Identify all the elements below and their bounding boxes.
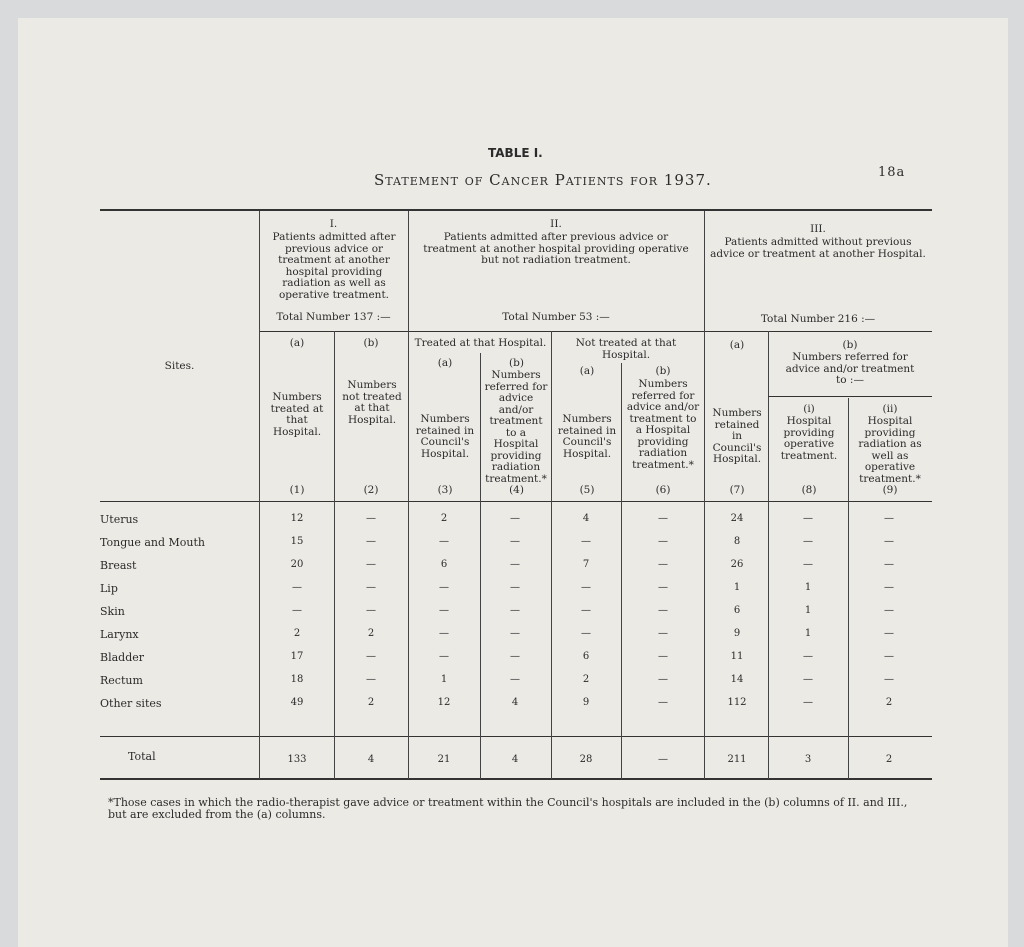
cell-col-7: 14 xyxy=(730,674,744,685)
total-cell-col-1: 133 xyxy=(287,754,307,765)
col-iii-ii-label: (ii) xyxy=(882,403,898,415)
group-ii-total: Total Number 53 :— xyxy=(502,311,610,323)
cell-col-5: 7 xyxy=(582,559,590,570)
document-page xyxy=(18,18,1008,947)
row-site-label: Larynx xyxy=(100,628,139,641)
cell-col-3: 12 xyxy=(437,697,451,708)
cell-col-4: — xyxy=(510,651,520,662)
total-cell-col-2: 4 xyxy=(367,754,375,765)
cell-col-4: — xyxy=(510,674,520,685)
cell-col-3: — xyxy=(439,628,449,639)
cell-col-3: 2 xyxy=(440,513,448,524)
group-header-rule xyxy=(259,331,932,332)
col-5-desc: Numbers retained in Council's Hospital. xyxy=(557,413,617,460)
col-number-5: (5) xyxy=(579,484,595,496)
col-ii-1-b-label: (b) xyxy=(509,357,524,369)
col-ii-2-b-label: (b) xyxy=(655,365,671,377)
cell-col-1: 18 xyxy=(290,674,304,685)
cell-col-4: — xyxy=(510,513,520,524)
total-cell-col-8: 3 xyxy=(804,754,812,765)
cell-col-6: — xyxy=(658,651,668,662)
cell-col-6: — xyxy=(658,582,668,593)
cell-col-3: 1 xyxy=(440,674,448,685)
table-label: TABLE I. xyxy=(488,146,543,160)
cell-col-8: — xyxy=(803,559,813,570)
table-top-rule xyxy=(100,209,932,211)
col-rule xyxy=(848,398,849,779)
row-site-label: Rectum xyxy=(100,674,143,687)
cell-col-2: 2 xyxy=(367,697,375,708)
cell-col-9: — xyxy=(884,605,894,616)
cell-col-1: 2 xyxy=(293,628,301,639)
col-i-b-desc: Numbers not treated at that Hospital. xyxy=(342,379,402,426)
cell-col-3: — xyxy=(439,605,449,616)
col-rule xyxy=(408,211,409,779)
row-site-label: Skin xyxy=(100,605,125,618)
group-iii-desc: Patients admitted without previous advice or treatment at another Hospital. xyxy=(710,236,926,260)
cell-col-2: — xyxy=(366,605,376,616)
cell-col-8: — xyxy=(803,536,813,547)
col-rule xyxy=(768,331,769,779)
group-i-numeral: I. xyxy=(329,218,338,230)
sites-header: Sites. xyxy=(164,360,195,372)
cell-col-3: — xyxy=(439,582,449,593)
cell-col-4: — xyxy=(510,628,520,639)
col-rule xyxy=(480,353,481,779)
header-bottom-rule xyxy=(100,501,932,502)
cell-col-1: 20 xyxy=(290,559,304,570)
col-ii-1-a-label: (a) xyxy=(437,357,453,369)
col-i-b-label: (b) xyxy=(363,337,379,349)
cell-col-8: 1 xyxy=(804,605,812,616)
group-iii-numeral: III. xyxy=(810,223,826,235)
col-number-4: (4) xyxy=(509,484,524,496)
cell-col-5: — xyxy=(581,628,591,639)
cell-col-7: 9 xyxy=(733,628,741,639)
cell-col-2: — xyxy=(366,582,376,593)
cell-col-7: 112 xyxy=(727,697,747,708)
col-4-desc: Numbers referred for advice and/or treatment to a Hospital providing radiation treatment.* xyxy=(484,369,548,485)
cell-col-9: 2 xyxy=(885,697,893,708)
cell-col-9: — xyxy=(884,559,894,570)
col-3-desc: Numbers retained in Council's Hospital. xyxy=(415,413,475,460)
cell-col-2: — xyxy=(366,513,376,524)
cell-col-2: — xyxy=(366,536,376,547)
cell-col-3: — xyxy=(439,536,449,547)
cell-col-8: 1 xyxy=(804,628,812,639)
cell-col-1: 49 xyxy=(290,697,304,708)
cell-col-4: 4 xyxy=(511,697,519,708)
group-ii-numeral: II. xyxy=(550,218,562,230)
col-rule xyxy=(259,211,260,779)
col-rule xyxy=(704,211,705,779)
row-site-label: Lip xyxy=(100,582,118,595)
cell-col-4: — xyxy=(510,559,520,570)
cell-col-9: — xyxy=(884,513,894,524)
cell-col-1: — xyxy=(292,582,302,593)
total-cell-col-4: 4 xyxy=(511,754,519,765)
row-site-label: Tongue and Mouth xyxy=(100,536,205,549)
col-iii-b-desc: Numbers referred for advice and/or treatment to :— xyxy=(785,351,915,386)
total-top-rule xyxy=(100,736,932,737)
cell-col-2: — xyxy=(366,674,376,685)
total-label: Total xyxy=(128,750,156,763)
col-ii-2-a-label: (a) xyxy=(579,365,595,377)
cell-col-4: — xyxy=(510,536,520,547)
total-cell-col-5: 28 xyxy=(579,754,593,765)
row-site-label: Uterus xyxy=(100,513,139,526)
cell-col-6: — xyxy=(658,559,668,570)
total-cell-col-7: 211 xyxy=(727,754,747,765)
total-cell-col-6: — xyxy=(658,754,668,765)
cell-col-1: 15 xyxy=(290,536,304,547)
col-number-7: (7) xyxy=(729,484,745,496)
total-cell-col-3: 21 xyxy=(437,754,451,765)
cell-col-8: — xyxy=(803,674,813,685)
cell-col-5: 9 xyxy=(582,697,590,708)
cell-col-7: 11 xyxy=(730,651,744,662)
cell-col-1: — xyxy=(292,605,302,616)
col-i-a-desc: Numbers treated at that Hospital. xyxy=(270,391,324,438)
group-i-total: Total Number 137 :— xyxy=(276,311,391,323)
col-iii-b-label: (b) xyxy=(842,339,858,351)
col-number-9: (9) xyxy=(882,484,898,496)
cell-col-3: — xyxy=(439,651,449,662)
cell-col-2: — xyxy=(366,559,376,570)
cell-col-9: — xyxy=(884,628,894,639)
col-number-1: (1) xyxy=(289,484,305,496)
cell-col-8: — xyxy=(803,651,813,662)
group-i-desc: Patients admitted after previous advice or treatment at another hospital providing radiation as well as operative treatment. xyxy=(272,231,396,301)
cell-col-6: — xyxy=(658,605,668,616)
col-iii-i-label: (i) xyxy=(803,403,815,415)
cell-col-7: 6 xyxy=(733,605,741,616)
cell-col-9: — xyxy=(884,674,894,685)
statement-title: Statement of Cancer Patients for 1937. xyxy=(374,171,712,189)
cell-col-6: — xyxy=(658,697,668,708)
cell-col-7: 8 xyxy=(733,536,741,547)
col-number-8: (8) xyxy=(801,484,817,496)
cell-col-5: 4 xyxy=(582,513,590,524)
col-6-desc: Numbers referred for advice and/or treatment to a Hospital providing radiation treatment.* xyxy=(626,378,700,471)
group-ii-desc: Patients admitted after previous advice or treatment at another hospital providing operative but not radiation treatment. xyxy=(423,231,689,266)
group-iii-total: Total Number 216 :— xyxy=(760,313,876,325)
row-site-label: Bladder xyxy=(100,651,145,664)
iii-b-rule xyxy=(768,396,932,397)
table-bottom-rule xyxy=(100,778,932,780)
cell-col-3: 6 xyxy=(440,559,448,570)
cell-col-4: — xyxy=(510,582,520,593)
cell-col-5: — xyxy=(581,605,591,616)
col-9-desc: Hospital providing radiation as well as operative treatment.* xyxy=(858,415,922,485)
col-8-desc: Hospital providing operative treatment. xyxy=(780,415,838,462)
cell-col-8: — xyxy=(803,697,813,708)
cell-col-9: — xyxy=(884,536,894,547)
cell-col-6: — xyxy=(658,536,668,547)
col-ii-treated-header: Treated at that Hospital. xyxy=(414,337,547,349)
page-number: 18a xyxy=(878,165,906,180)
total-cell-col-9: 2 xyxy=(885,754,893,765)
cell-col-2: — xyxy=(366,651,376,662)
cell-col-2: 2 xyxy=(367,628,375,639)
col-rule xyxy=(551,331,552,779)
cell-col-7: 1 xyxy=(733,582,741,593)
cell-col-5: — xyxy=(581,536,591,547)
cell-col-9: — xyxy=(884,582,894,593)
row-site-label: Breast xyxy=(100,559,137,572)
col-i-a-label: (a) xyxy=(289,337,305,349)
col-iii-a-label: (a) xyxy=(729,339,745,351)
col-number-6: (6) xyxy=(655,484,671,496)
cell-col-7: 26 xyxy=(730,559,744,570)
footnote: *Those cases in which the radio-therapist gave advice or treatment within the Council's hospitals are included in the (b) columns of II. and III., but are excluded from the (a) columns. xyxy=(108,796,908,821)
cell-col-6: — xyxy=(658,628,668,639)
col-rule xyxy=(334,331,335,779)
cell-col-6: — xyxy=(658,674,668,685)
cell-col-6: — xyxy=(658,513,668,524)
cell-col-1: 12 xyxy=(290,513,304,524)
cell-col-4: — xyxy=(510,605,520,616)
cell-col-9: — xyxy=(884,651,894,662)
cell-col-5: 2 xyxy=(582,674,590,685)
col-7-desc: Numbers retained in Council's Hospital. xyxy=(712,407,762,465)
cell-col-5: — xyxy=(581,582,591,593)
cell-col-1: 17 xyxy=(290,651,304,662)
col-rule xyxy=(621,363,622,779)
cell-col-7: 24 xyxy=(730,513,744,524)
cell-col-5: 6 xyxy=(582,651,590,662)
cell-col-8: 1 xyxy=(804,582,812,593)
cell-col-8: — xyxy=(803,513,813,524)
row-site-label: Other sites xyxy=(100,697,162,710)
col-ii-not-treated-header: Not treated at that Hospital. xyxy=(575,337,677,361)
col-number-3: (3) xyxy=(437,484,453,496)
col-number-2: (2) xyxy=(363,484,379,496)
